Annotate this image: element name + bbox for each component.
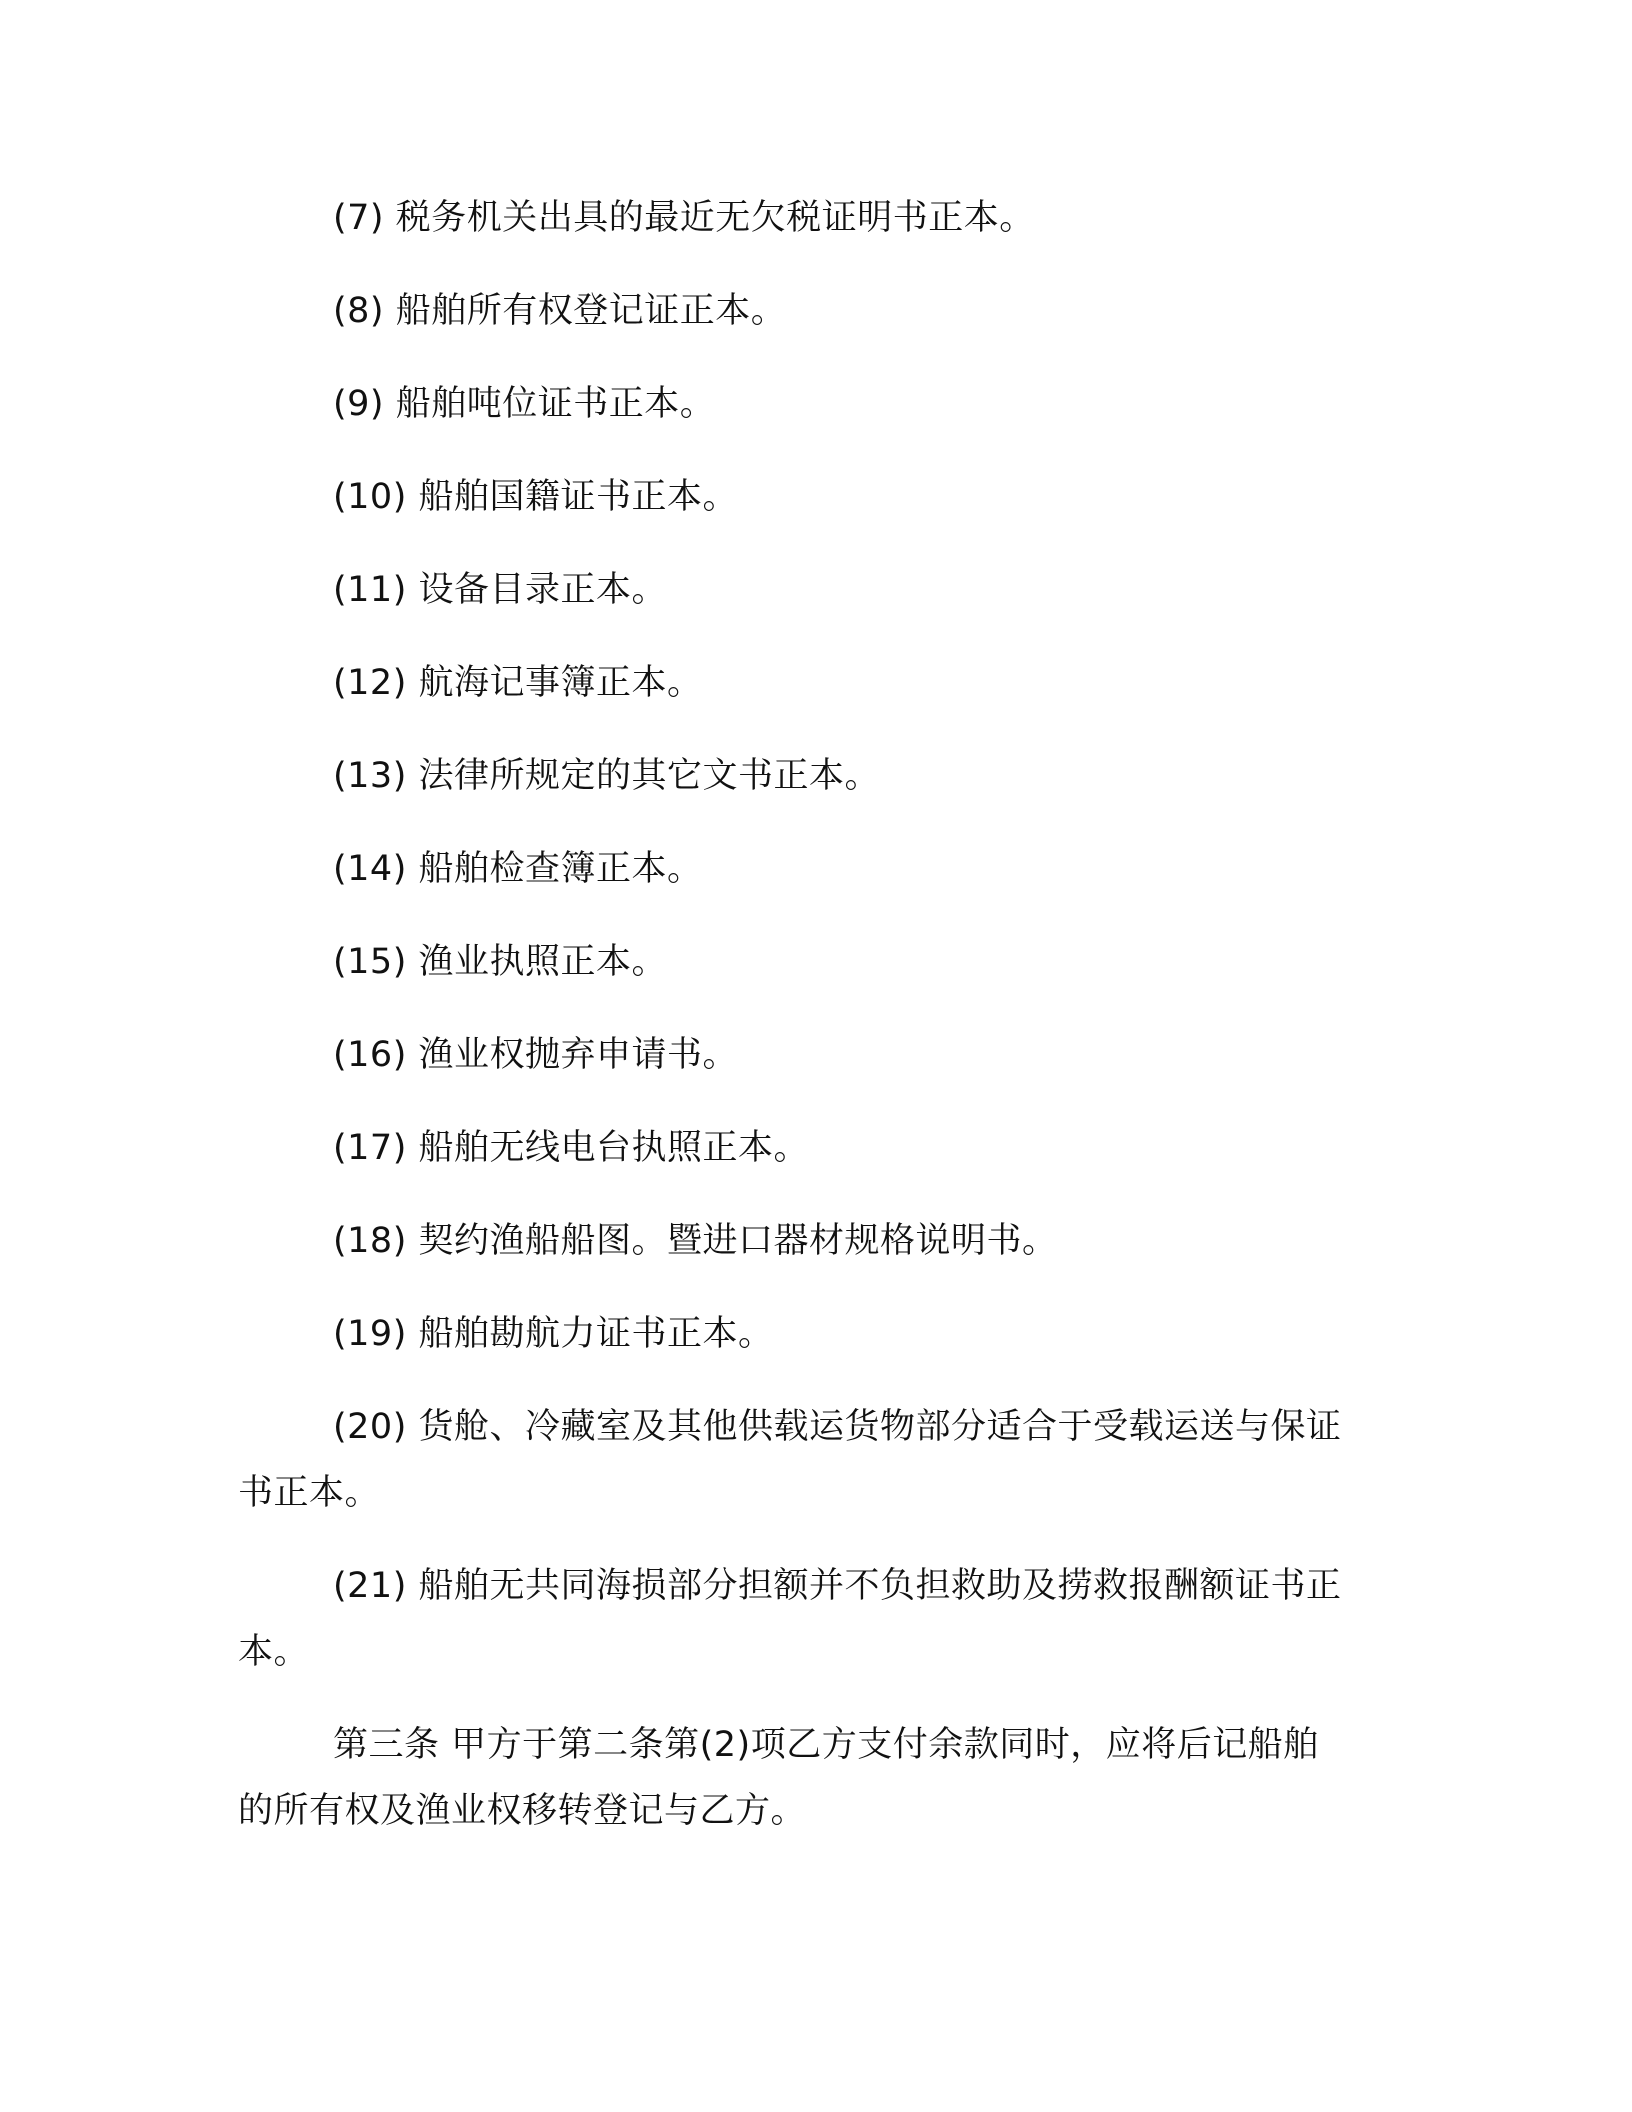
- item-19: (19) 船舶勘航力证书正本。: [333, 1314, 774, 1354]
- item-16: (16) 渔业权抛弃申请书。: [333, 1035, 738, 1075]
- item-17: (17) 船舶无线电台执照正本。: [333, 1128, 809, 1168]
- item-9: (9) 船舶吨位证书正本。: [333, 384, 716, 424]
- item-20-line-1: (20) 货舱、冷藏室及其他供载运货物部分适合于受载运送与保证: [333, 1407, 1342, 1447]
- item-18: (18) 契约渔船船图。暨进口器材规格说明书。: [333, 1221, 1058, 1261]
- item-14: (14) 船舶检查簿正本。: [333, 849, 703, 889]
- item-15: (15) 渔业执照正本。: [333, 942, 667, 982]
- item-10: (10) 船舶国籍证书正本。: [333, 477, 738, 517]
- item-11: (11) 设备目录正本。: [333, 570, 667, 610]
- item-21-line-1: (21) 船舶无共同海损部分担额并不负担救助及捞救报酬额证书正: [333, 1566, 1342, 1606]
- article-3-line-1: 第三条 甲方于第二条第(2)项乙方支付余款同时，应将后记船舶: [333, 1725, 1319, 1765]
- item-12: (12) 航海记事簿正本。: [333, 663, 703, 703]
- item-13: (13) 法律所规定的其它文书正本。: [333, 756, 880, 796]
- article-3-line-2: 的所有权及渔业权移转登记与乙方。: [238, 1791, 807, 1831]
- item-7: (7) 税务机关出具的最近无欠税证明书正本。: [333, 198, 1035, 238]
- item-21-line-2: 本。: [238, 1632, 310, 1672]
- item-8: (8) 船舶所有权登记证正本。: [333, 291, 787, 331]
- item-20-line-2: 书正本。: [238, 1473, 381, 1513]
